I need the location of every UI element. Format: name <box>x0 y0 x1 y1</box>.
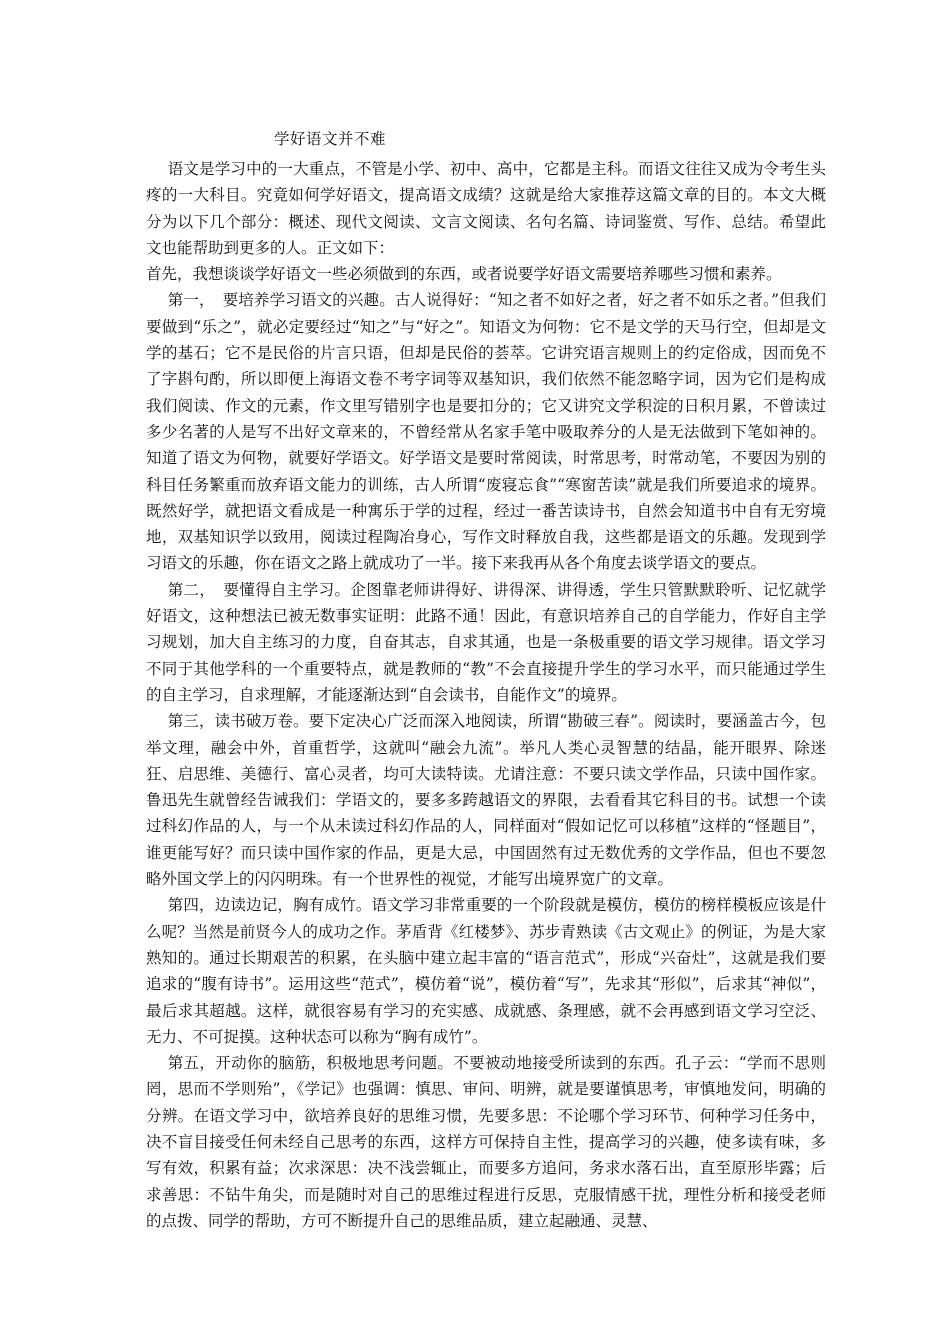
document-title: 学好语文并不难 <box>274 130 387 148</box>
paragraph-point-3: 第三，读书破万卷。要下定决心广泛而深入地阅读，所谓“勘破三春”。阅读时，要涵盖古今，包举文理，融会中外，首重哲学，这就叫“融会九流”。举凡人类心灵智慧的结晶，能开眼界、除迷狂、启思维、美德行、富心灵者，均可大读特读。尤请注意：不要只读文学作品，只读中国作家。鲁迅先生就曾经告诫我们：学语文的，要多多跨越语文的界限，去看看其它科目的书。试想一个读过科幻作品的人，与一个从未读过科幻作品的人，同样面对“假如记忆可以移植”这样的“怪题目”，谁更能写好？而只读中国作家的作品，更是大忌，中国固然有过无数优秀的文学作品，但也不要忽略外国文学上的闪闪明珠。有一个世界性的视觉，才能写出境界宽广的文章。 <box>146 712 826 889</box>
document-page <box>146 126 826 1234</box>
paragraph-overview: 首先，我想谈谈学好语文一些必须做到的东西，或者说要学好语文需要培养哪些习惯和素养。 <box>146 265 782 284</box>
paragraph-point-5: 第五，开动你的脑筋，积极地思考问题。不要被动地接受所读到的东西。孔子云：“学而不思则罔，思而不学则殆”，《学记》也强调：慎思、审问、明辨，就是要谨慎思考，审慎地发问，明确的分辨。在语文学习中，欲培养良好的思维习惯，先要多思：不论哪个学习环节、何种学习任务中，决不盲目接受任何未经自己思考的东西，这样方可保持自主性，提高学习的兴趣，使多读有味，多写有效，积累有益；次求深思：决不浅尝辄止，而要多方追问，务求水落石出，直至原形毕露；后求善思：不钻牛角尖，而是随时对自己的思维过程进行反思，克服情感干扰，理性分析和接受老师的点拨、同学的帮助，方可不断提升自己的思维品质，建立起融通、灵慧、 <box>146 1054 826 1230</box>
paragraph-point-1: 第一， 要培养学习语文的兴趣。古人说得好：“知之者不如好之者，好之者不如乐之者。”但我们要做到“乐之”，就必定要经过“知之”与“好之”。知语文为何物：它不是文学的天马行空，但却是文学的基石；它不是民俗的片言只语，但却是民俗的荟萃。它讲究语言规则上的约定俗成，因而免不了字斟句酌，所以即便上海语文卷不考字词等双基知识，我们依然不能忽略字词，因为它们是构成我们阅读、作文的元素，作文里写错别字也是要扣分的；它又讲究文学积淀的日积月累，不曾读过多少名著的人是写不出好文章来的，不曾经常从名家手笔中吸取养分的人是无法做到下笔如神的。知道了语文为何物，就要好学语文。好学语文是要时常阅读，时常思考，时常动笔，不要因为别的科目任务繁重而放弃语文能力的训练，古人所谓“废寝忘食”“寒窗苦读”就是我们所要追求的境界。既然好学，就把语文看成是一种寓乐于学的过程，经过一番苦读诗书，自然会知道书中自有无穷境地，双基知识学以致用，阅读过程陶冶身心，写作文时释放自我，这些都是语文的乐趣。发现到学习语文的乐趣，你在语文之路上就成功了一半。接下来我再从各个角度去谈学语文的要点。 <box>146 291 826 573</box>
document-body <box>146 156 826 1234</box>
paragraph-point-2: 第二， 要懂得自主学习。企图靠老师讲得好、讲得深、讲得透，学生只管默默聆听、记忆就学好语文，这种想法已被无数事实证明：此路不通！因此，有意识培养自己的自学能力，作好自主学习规划，加大自主练习的力度，自奋其志，自求其通，也是一条极重要的语文学习规律。语文学习不同于其他学科的一个重要特点，就是教师的“教”不会直接提升学生的学习水平，而只能通过学生的自主学习，自求理解，才能逐渐达到“自会读书，自能作文”的境界。 <box>146 580 826 704</box>
paragraph-point-4: 第四，边读边记，胸有成竹。语文学习非常重要的一个阶段就是模仿，模仿的榜样模板应该是什么呢？当然是前贤今人的成功之作。茅盾背《红楼梦》、苏步青熟读《古文观止》的例证，为是大家熟知的。通过长期艰苦的积累，在头脑中建立起丰富的“语言范式”，形成“兴奋灶”，这就是我们要追求的“腹有诗书”。运用这些“范式”，模仿着“说”，模仿着“写”，先求其“形似”，后求其“神似”，最后求其超越。这样，就很容易有学习的充实感、成就感、条理感，就不会再感到语文学习空泛、无力、不可捉摸。这种状态可以称为“胸有成竹”。 <box>146 896 826 1046</box>
paragraph-intro: 语文是学习中的一大重点，不管是小学、初中、高中，它都是主科。而语文往往又成为令考生头疼的一大科目。究竟如何学好语文，提高语文成绩？这就是给大家推荐这篇文章的目的。本文大概分为以下几个部分：概述、现代文阅读、文言文阅读、名句名篇、诗词鉴赏、写作、总结。希望此文也能帮助到更多的人。正文如下： <box>146 160 826 257</box>
